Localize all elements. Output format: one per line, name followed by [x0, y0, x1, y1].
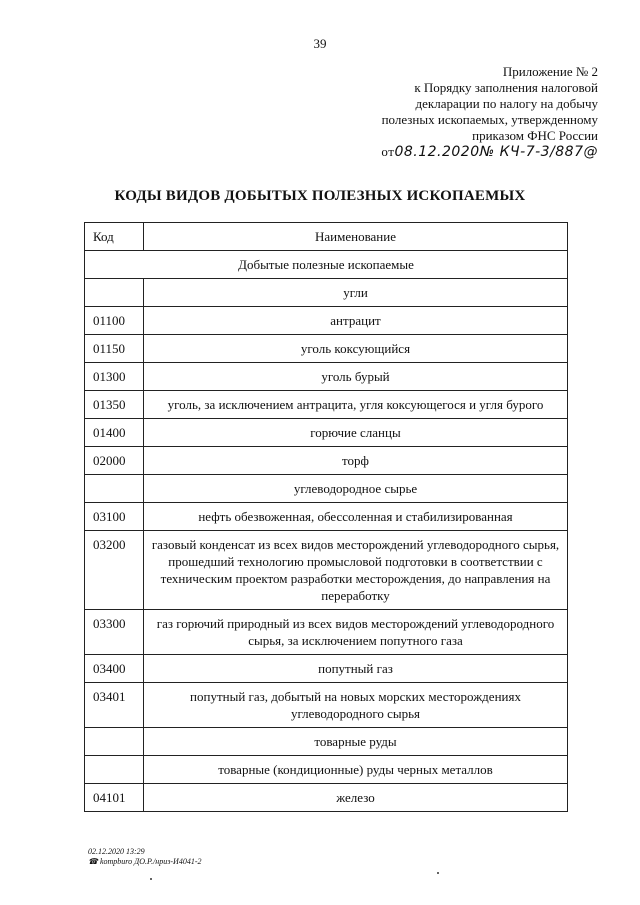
section-heading-cell: Добытые полезные ископаемые: [85, 251, 568, 279]
code-cell: 03400: [85, 655, 144, 683]
footer-timestamp: 02.12.2020 13:29: [88, 847, 145, 856]
table-row: [85, 683, 568, 728]
footer-source: ☎ kompburo ДО.Р./нриз-И4041-2: [88, 857, 202, 866]
table-row: [85, 447, 568, 475]
name-cell: железо: [144, 784, 568, 812]
code-cell: 01400: [85, 419, 144, 447]
footer-stamp: [88, 847, 201, 867]
code-cell: 03401: [85, 683, 144, 728]
name-cell: газ горючий природный из всех видов месторождений углеводородного сырья, за исключением попутного газа: [144, 610, 568, 655]
table-row: [85, 503, 568, 531]
code-cell: 01300: [85, 363, 144, 391]
name-cell: углеводородное сырье: [144, 475, 568, 503]
table-row: [85, 279, 568, 307]
appendix-line: к Порядку заполнения налоговой: [414, 80, 598, 95]
code-cell: 04101: [85, 784, 144, 812]
name-cell: уголь бурый: [144, 363, 568, 391]
name-cell: торф: [144, 447, 568, 475]
document-title: КОДЫ ВИДОВ ДОБЫТЫХ ПОЛЕЗНЫХ ИСКОПАЕМЫХ: [114, 188, 526, 204]
name-cell: нефть обезвоженная, обессоленная и стабилизированная: [144, 503, 568, 531]
order-handwritten-number: 08.12.2020№ КЧ-7-3/887@: [394, 144, 598, 160]
table-row: [85, 475, 568, 503]
code-cell: 01350: [85, 391, 144, 419]
code-cell: [85, 756, 144, 784]
name-cell: газовый конденсат из всех видов месторождений углеводородного сырья, прошедший технологию промысловой подготовки в соответствии с техническим проектом разработки месторождения, до направления на переработку: [144, 531, 568, 610]
name-cell: попутный газ: [144, 655, 568, 683]
code-cell: 03200: [85, 531, 144, 610]
name-cell: антрацит: [144, 307, 568, 335]
table-row: [85, 655, 568, 683]
code-cell: 01100: [85, 307, 144, 335]
scan-speck: [437, 872, 439, 874]
table-row: [85, 531, 568, 610]
code-cell: [85, 279, 144, 307]
code-cell: [85, 475, 144, 503]
table-row: [85, 307, 568, 335]
table-body: [85, 251, 568, 812]
code-cell: [85, 728, 144, 756]
appendix-line: Приложение № 2: [502, 64, 598, 79]
table-row: [85, 756, 568, 784]
table-row: [85, 784, 568, 812]
name-cell: товарные руды: [144, 728, 568, 756]
header-code: Код: [85, 223, 144, 251]
name-cell: уголь коксующийся: [144, 335, 568, 363]
scan-speck: [150, 878, 152, 880]
table-row: [85, 728, 568, 756]
table-row: [85, 251, 568, 279]
appendix-line: приказом ФНС России: [472, 128, 598, 143]
table-header-row: [85, 223, 568, 251]
code-cell: 03100: [85, 503, 144, 531]
table-row: [85, 363, 568, 391]
order-reference: [381, 144, 598, 160]
order-prefix: от: [381, 144, 395, 159]
table-row: [85, 391, 568, 419]
code-cell: 02000: [85, 447, 144, 475]
page-number: 39: [313, 36, 327, 51]
header-name: Наименование: [144, 223, 568, 251]
name-cell: уголь, за исключением антрацита, угля коксующегося и угля бурого: [144, 391, 568, 419]
name-cell: попутный газ, добытый на новых морских месторождениях углеводородного сырья: [144, 683, 568, 728]
appendix-line: декларации по налогу на добычу: [415, 96, 598, 111]
code-cell: 01150: [85, 335, 144, 363]
name-cell: товарные (кондиционные) руды черных металлов: [144, 756, 568, 784]
code-cell: 03300: [85, 610, 144, 655]
appendix-block: [381, 64, 598, 160]
table-row: [85, 335, 568, 363]
table-row: [85, 610, 568, 655]
appendix-line: полезных ископаемых, утвержденному: [381, 112, 598, 127]
codes-table: [84, 222, 568, 812]
name-cell: угли: [144, 279, 568, 307]
name-cell: горючие сланцы: [144, 419, 568, 447]
table-row: [85, 419, 568, 447]
